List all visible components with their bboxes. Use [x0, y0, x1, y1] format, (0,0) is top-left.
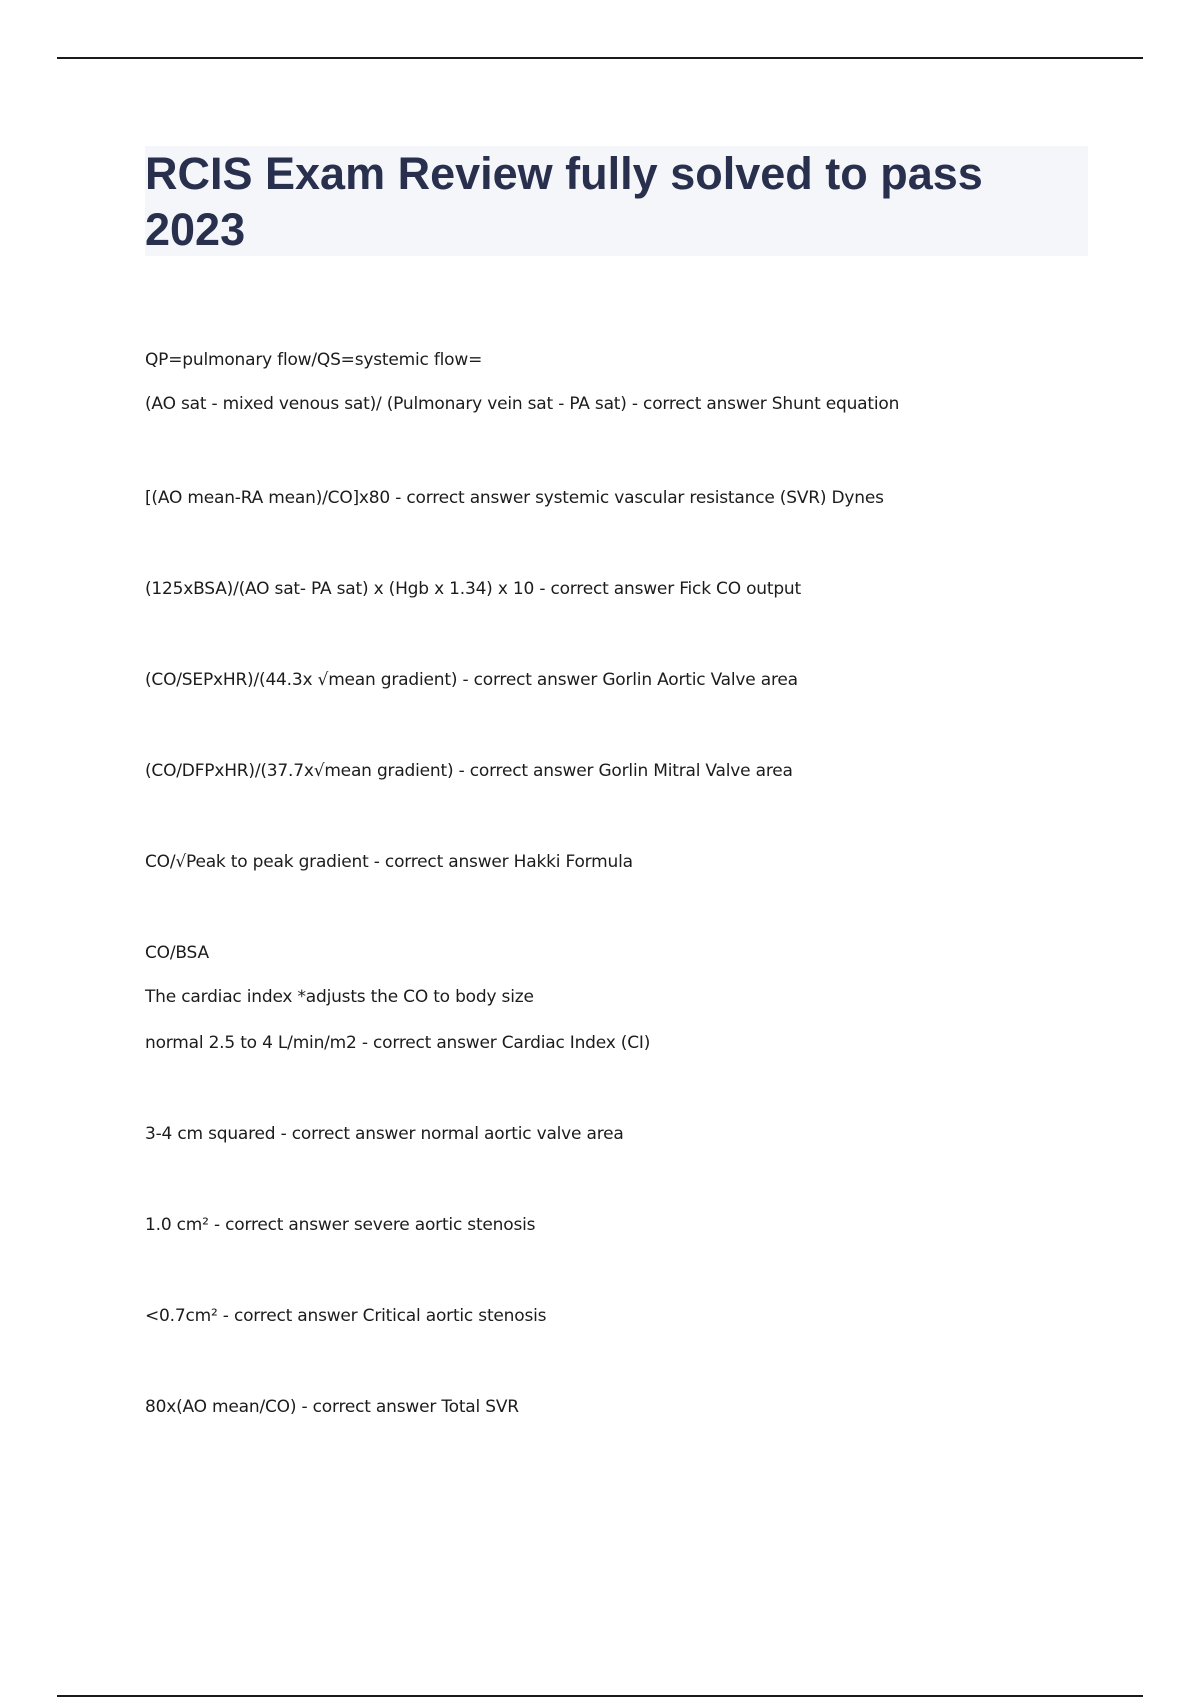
- qa-entry-svr-dynes: [145, 488, 884, 508]
- qa-line: (125xBSA)/(AO sat- PA sat) x (Hgb x 1.34) x 10 - correct answer Fick CO output: [145, 579, 801, 599]
- qa-entry-normal-aortic-valve: [145, 1124, 624, 1144]
- header-rule: [57, 57, 1143, 59]
- qa-entry-fick-co: [145, 579, 801, 599]
- qa-entry-gorlin-mitral: [145, 761, 793, 781]
- qa-entry-gorlin-aortic: [145, 670, 798, 690]
- qa-entry-shunt-equation: [145, 350, 899, 414]
- qa-entry-hakki-formula: [145, 852, 633, 872]
- qa-line: CO/√Peak to peak gradient - correct answer Hakki Formula: [145, 852, 633, 872]
- qa-line: 3-4 cm squared - correct answer normal aortic valve area: [145, 1124, 624, 1144]
- qa-line: CO/BSA: [145, 943, 209, 963]
- qa-line: 80x(AO mean/CO) - correct answer Total SVR: [145, 1397, 519, 1417]
- qa-line: [(AO mean-RA mean)/CO]x80 - correct answer systemic vascular resistance (SVR) Dynes: [145, 488, 884, 508]
- qa-line: QP=pulmonary flow/QS=systemic flow=: [145, 350, 483, 370]
- page-title: RCIS Exam Review fully solved to pass 2023: [145, 148, 983, 255]
- qa-line: (CO/DFPxHR)/(37.7x√mean gradient) - correct answer Gorlin Mitral Valve area: [145, 761, 793, 781]
- footer-rule: [57, 1695, 1143, 1697]
- qa-line: 1.0 cm² - correct answer severe aortic stenosis: [145, 1215, 536, 1235]
- qa-line: normal 2.5 to 4 L/min/m2 - correct answer Cardiac Index (CI): [145, 1033, 651, 1053]
- qa-line: (CO/SEPxHR)/(44.3x √mean gradient) - correct answer Gorlin Aortic Valve area: [145, 670, 798, 690]
- qa-line: (AO sat - mixed venous sat)/ (Pulmonary vein sat - PA sat) - correct answer Shunt equation: [145, 394, 900, 414]
- qa-entry-severe-aortic-stenosis: [145, 1215, 535, 1235]
- qa-line: The cardiac index *adjusts the CO to body size: [145, 987, 534, 1007]
- qa-entry-critical-aortic-stenosis: [145, 1306, 546, 1326]
- qa-entry-cardiac-index: [145, 943, 650, 1053]
- qa-entry-total-svr: [145, 1397, 519, 1417]
- qa-line: <0.7cm² - correct answer Critical aortic stenosis: [145, 1306, 547, 1326]
